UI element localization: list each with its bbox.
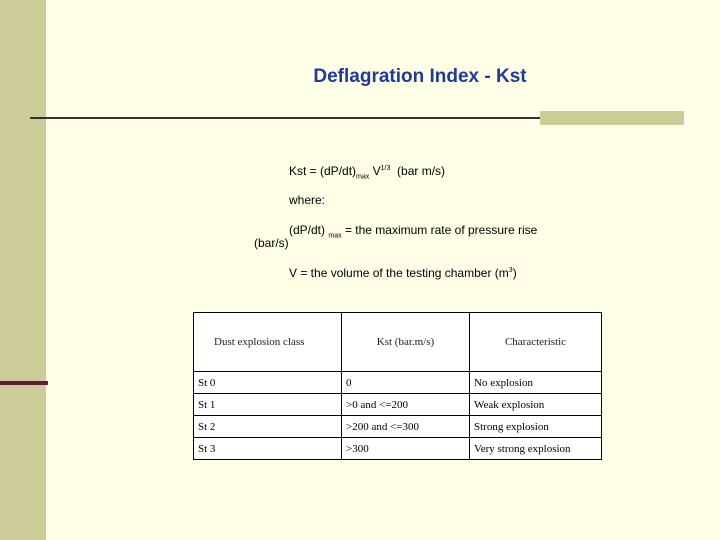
formula-unit: (bar m/s) [397,164,446,178]
vol-sup: 3 [508,267,513,274]
rate-pre: (dP/dt) [289,223,326,237]
volume-definition [289,266,517,280]
table-header-row [194,313,602,372]
table-row [194,416,602,438]
cell-class: St 1 [194,394,342,416]
rate-sub: max [328,232,342,240]
cell-kst: >0 and <=200 [342,394,470,416]
header-kst: Kst (bar.m/s) [342,313,470,372]
cell-kst: >200 and <=300 [342,416,470,438]
formula-var: V [372,164,381,178]
cell-characteristic: No explosion [470,372,602,394]
cell-kst: 0 [342,372,470,394]
table-row [194,394,602,416]
cell-kst: >300 [342,438,470,460]
slide-title: Deflagration Index - Kst [313,66,527,87]
cell-class: St 3 [194,438,342,460]
header-characteristic: Characteristic [470,313,602,372]
cell-class: St 0 [194,372,342,394]
kst-formula [289,164,445,180]
table-row [194,438,602,460]
rate-unit: (bar/s) [254,236,289,250]
vol-close: ) [512,266,517,280]
formula-sup: 1/3 [380,165,391,172]
rate-text: = the maximum rate of pressure rise [344,223,538,237]
sidebar-accent-bar [0,381,48,385]
vol-text: V = the volume of the testing chamber (m [289,266,509,280]
cell-characteristic: Weak explosion [470,394,602,416]
where-label: where: [289,193,326,207]
formula-sub: max [356,173,370,181]
table-row [194,372,602,394]
sidebar-band [0,0,46,540]
cell-characteristic: Very strong explosion [470,438,602,460]
title-rule-block [540,111,684,125]
cell-characteristic: Strong explosion [470,416,602,438]
cell-class: St 2 [194,416,342,438]
formula-lhs: Kst = (dP/dt) [289,164,357,178]
rate-definition [289,223,537,239]
kst-class-table [193,312,602,460]
header-class: Dust explosion class [194,313,342,372]
